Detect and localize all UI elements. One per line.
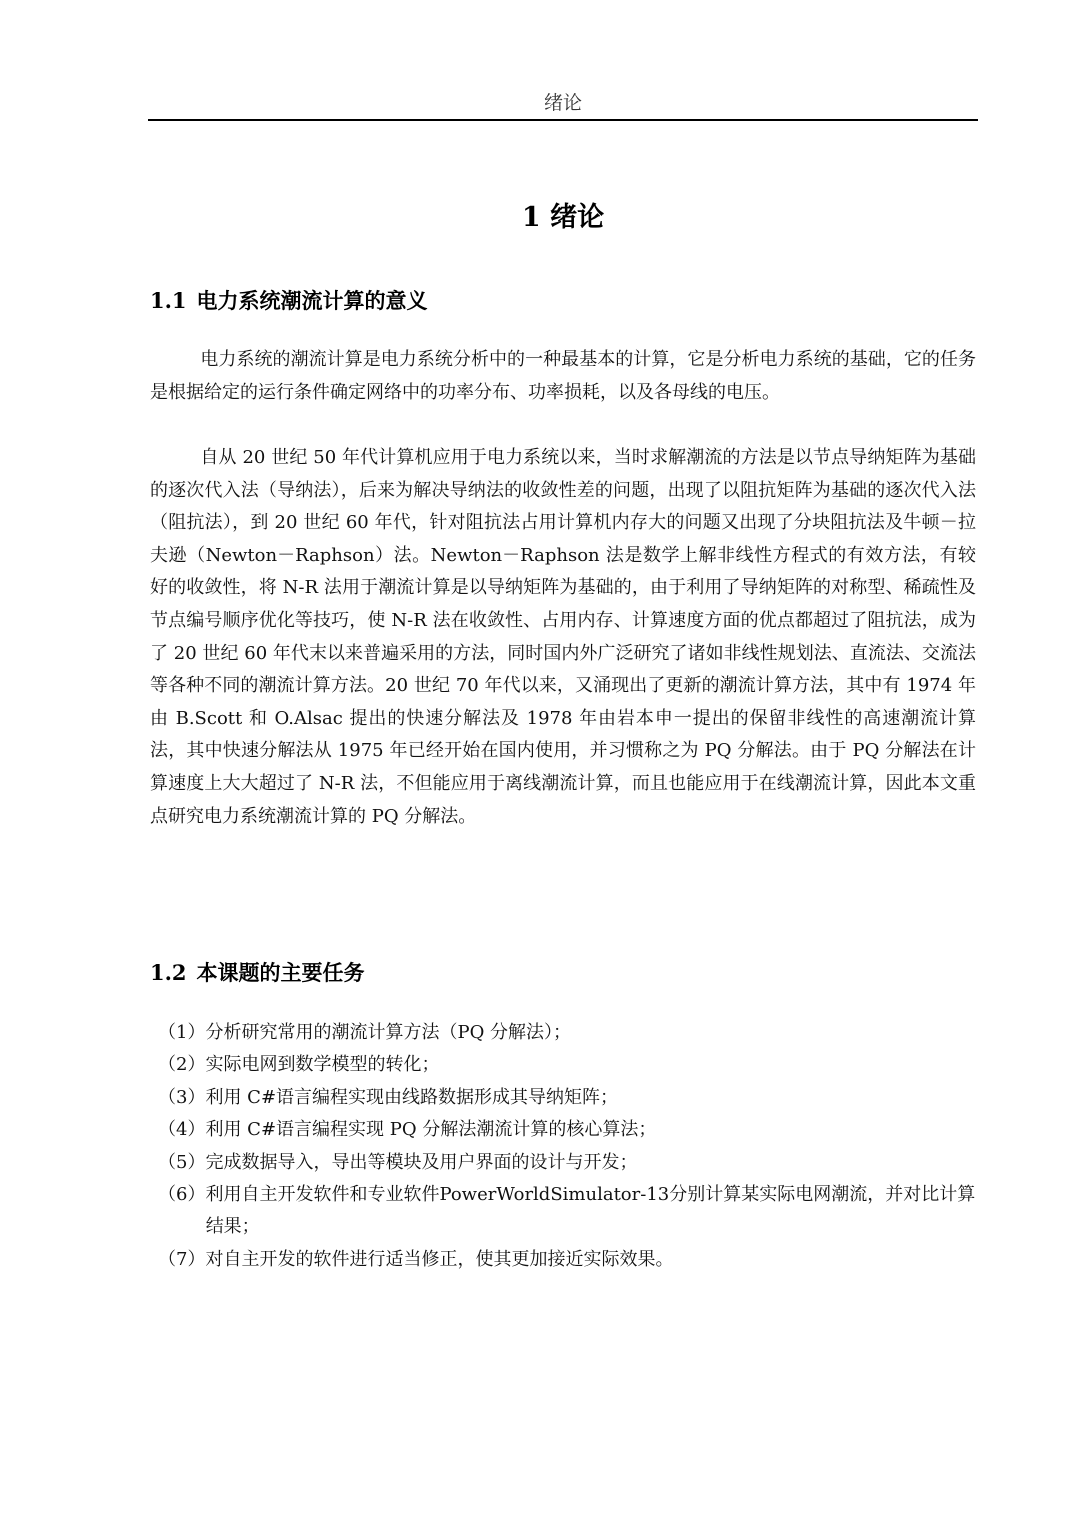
chapter-title: 1 绪论 [521, 202, 605, 233]
list-item [158, 1147, 978, 1179]
list-item-text: 利用 C#语言编程实现由线路数据形成其导纳矩阵； [205, 1086, 619, 1108]
section-title: 电力系统潮流计算的意义 [196, 288, 428, 313]
list-item-number: （4） [158, 1119, 206, 1141]
section-title: 本课题的主要任务 [196, 960, 365, 985]
list-item-text: 完成数据导入，导出等模块及用户界面的设计与开发； [205, 1151, 638, 1173]
running-header: 绪论 [543, 92, 582, 114]
list-item [158, 1114, 978, 1146]
list-item [158, 1244, 978, 1276]
task-list [158, 1017, 978, 1276]
paragraph-1: 电力系统的潮流计算是电力系统分析中的一种最基本的计算，它是分析电力系统的基础，它的任务是根据给定的运行条件确定网络中的功率分布、功率损耗，以及各母线的电压。 [150, 349, 976, 403]
list-item-number: （7） [158, 1248, 206, 1270]
list-item-number: （2） [158, 1054, 206, 1076]
list-item-text: 对自主开发的软件进行适当修正，使其更加接近实际效果。 [205, 1248, 674, 1270]
list-item-number: （3） [158, 1086, 206, 1108]
section-heading-1-1 [150, 286, 428, 316]
list-item-text: 利用自主开发软件和专业软件PowerWorldSimulator-13分别计算某实际电网潮流，并对比计算结果； [205, 1184, 976, 1238]
list-item [158, 1017, 978, 1049]
list-item [158, 1082, 978, 1114]
list-item-number: （5） [158, 1151, 206, 1173]
list-item [158, 1049, 978, 1081]
list-item [158, 1179, 978, 1244]
section-number: 1.2 [150, 960, 187, 985]
paragraph-2: 自从 20 世纪 50 年代计算机应用于电力系统以来，当时求解潮流的方法是以节点导纳矩阵为基础的逐次代入法（导纳法），后来为解决导纳法的收敛性差的问题，出现了以阻抗矩阵为基础的逐次代入法（阻抗法），到 20 世纪 60 年代，针对阻抗法占用计算机内存大的问题又出现了分块阻抗法及牛顿－拉夫逊（Newton－Raphson）法。Newton－Raphson 法是数学上解非线性方程式的有效方法，有较好的收敛性，将 N-R 法用于潮流计算是以导纳矩阵为基础的，由于利用了导纳矩阵的对称型、稀疏性及节点编号顺序优化等技巧，使 N-R 法在收敛性、占用内存、计算速度方面的优点都超过了阻抗法，成为了 20 世纪 60 年代末以来普遍采用的方法，同时国内外广泛研究了诸如非线性规划法、直流法、交流法等各种不同的潮流计算方法。20 世纪 70 年代以来，又涌现出了更新的潮流计算方法，其中有 1974 年由 B.Scott 和 O.Alsac 提出的快速分解法及 1978 年由岩本申一提出的保留非线性的高速潮流计算法，其中快速分解法从 1975 年已经开始在国内使用，并习惯称之为 PQ 分解法。由于 PQ 分解法在计算速度上大大超过了 N-R 法，不但能应用于离线潮流计算，而且也能应用于在线潮流计算，因此本文重点研究电力系统潮流计算的 PQ 分解法。 [150, 447, 976, 827]
section-heading-1-2 [150, 958, 365, 988]
list-item-text: 分析研究常用的潮流计算方法（PQ 分解法）； [205, 1022, 572, 1043]
section-number: 1.1 [150, 288, 187, 313]
list-item-number: （1） [158, 1022, 206, 1043]
list-item-text: 实际电网到数学模型的转化； [205, 1054, 440, 1076]
list-item-number: （6） [158, 1184, 206, 1206]
header-rule [148, 119, 978, 121]
list-item-text: 利用 C#语言编程实现 PQ 分解法潮流计算的核心算法； [205, 1119, 657, 1141]
